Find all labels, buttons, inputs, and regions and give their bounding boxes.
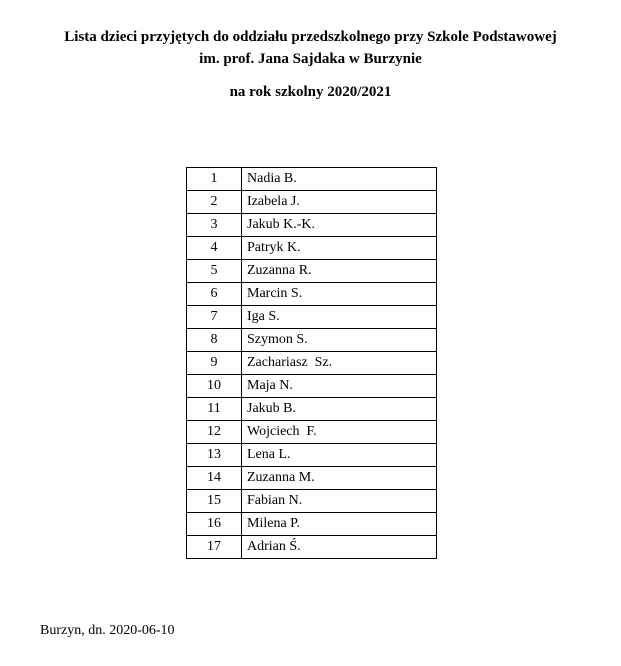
row-number: 9	[187, 352, 242, 375]
child-name: Fabian N.	[242, 490, 437, 513]
row-number: 17	[187, 536, 242, 559]
row-number: 10	[187, 375, 242, 398]
child-name: Izabela J.	[242, 191, 437, 214]
table-row	[187, 536, 437, 559]
place-and-date: Burzyn, dn. 2020-06-10	[40, 623, 175, 638]
row-number: 15	[187, 490, 242, 513]
child-name: Wojciech F.	[242, 421, 437, 444]
children-list-body	[187, 168, 437, 559]
child-name: Lena L.	[242, 444, 437, 467]
row-number: 16	[187, 513, 242, 536]
table-row	[187, 444, 437, 467]
table-row	[187, 306, 437, 329]
row-number: 5	[187, 260, 242, 283]
child-name: Zuzanna M.	[242, 467, 437, 490]
row-number: 8	[187, 329, 242, 352]
table-row	[187, 421, 437, 444]
child-name: Zachariasz Sz.	[242, 352, 437, 375]
table-row	[187, 283, 437, 306]
row-number: 3	[187, 214, 242, 237]
child-name: Milena P.	[242, 513, 437, 536]
table-row	[187, 214, 437, 237]
row-number: 4	[187, 237, 242, 260]
child-name: Nadia B.	[242, 168, 437, 191]
row-number: 7	[187, 306, 242, 329]
table-row	[187, 237, 437, 260]
child-name: Patryk K.	[242, 237, 437, 260]
row-number: 6	[187, 283, 242, 306]
table-row	[187, 168, 437, 191]
document-title-line-2: im. prof. Jana Sajdaka w Burzynie	[199, 51, 422, 67]
table-row	[187, 375, 437, 398]
row-number: 14	[187, 467, 242, 490]
table-row	[187, 329, 437, 352]
child-name: Jakub K.-K.	[242, 214, 437, 237]
table-row	[187, 398, 437, 421]
table-row	[187, 260, 437, 283]
table-row	[187, 490, 437, 513]
table-row	[187, 352, 437, 375]
document-title-line-1: Lista dzieci przyjętych do oddziału przedszkolnego przy Szkole Podstawowej	[64, 29, 557, 45]
row-number: 11	[187, 398, 242, 421]
child-name: Adrian Ś.	[242, 536, 437, 559]
child-name: Maja N.	[242, 375, 437, 398]
table-row	[187, 191, 437, 214]
table-row	[187, 467, 437, 490]
child-name: Szymon S.	[242, 329, 437, 352]
table-row	[187, 513, 437, 536]
child-name: Jakub B.	[242, 398, 437, 421]
document-subtitle-school-year: na rok szkolny 2020/2021	[229, 84, 392, 100]
row-number: 12	[187, 421, 242, 444]
child-name: Zuzanna R.	[242, 260, 437, 283]
row-number: 1	[187, 168, 242, 191]
children-list-table	[186, 167, 437, 559]
row-number: 2	[187, 191, 242, 214]
child-name: Iga S.	[242, 306, 437, 329]
row-number: 13	[187, 444, 242, 467]
child-name: Marcin S.	[242, 283, 437, 306]
